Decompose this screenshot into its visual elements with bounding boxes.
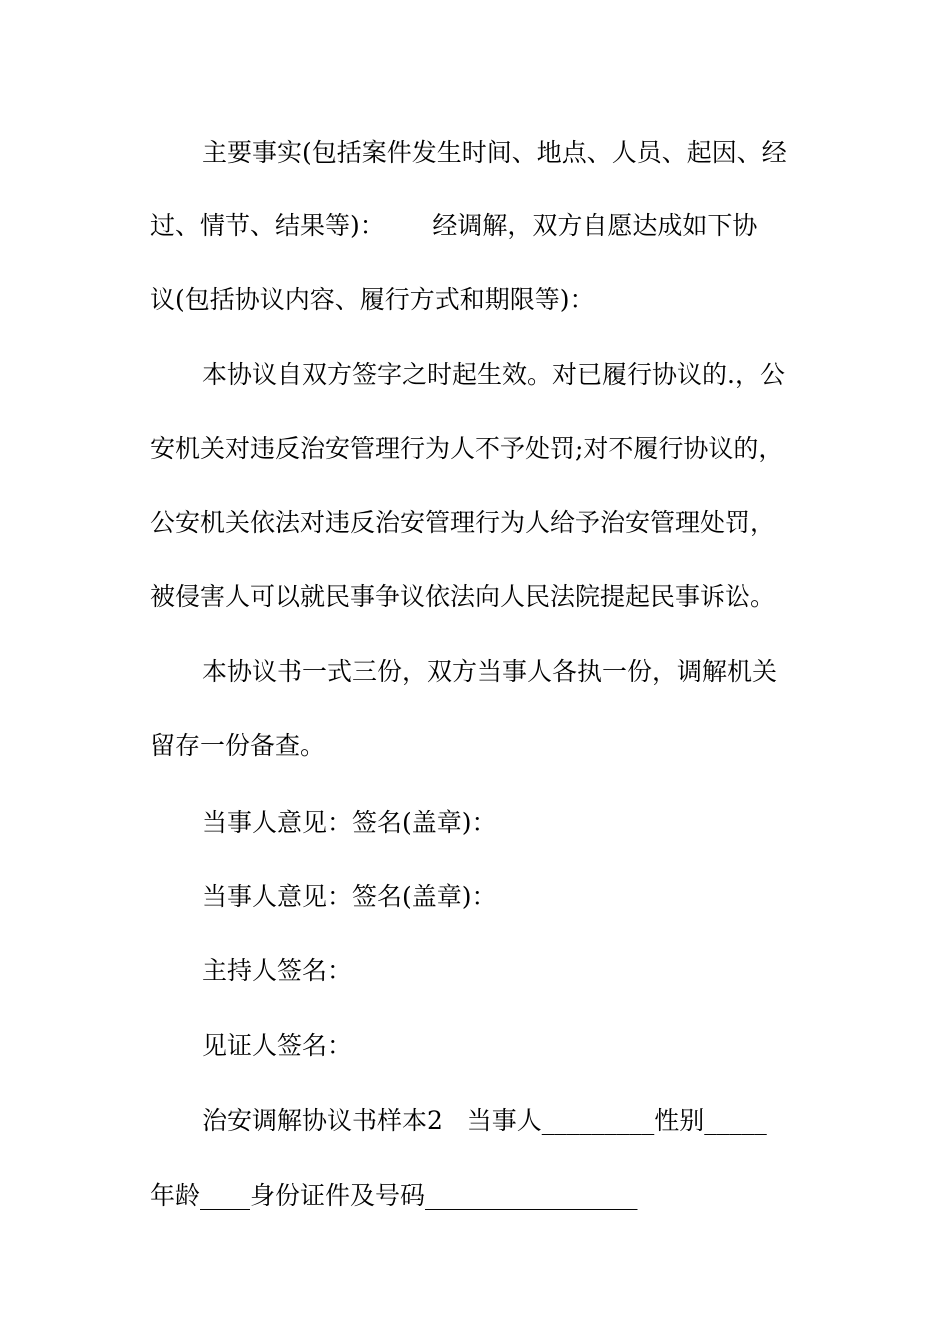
witness-signature: 见证人签名： [202, 1031, 353, 1060]
party-opinion-signature-1: 当事人意见：签名(盖章)： [202, 808, 497, 837]
paragraph-copies-line-1: 本协议书一式三份，双方当事人各执一份，调解机关 [202, 657, 778, 686]
paragraph-effect-line-1: 本协议自双方签字之时起生效。对已履行协议的.，公 [202, 360, 785, 389]
paragraph-copies-line-2: 留存一份备查。 [150, 731, 326, 760]
party-opinion-signature-2: 当事人意见：签名(盖章)： [202, 882, 497, 911]
paragraph-effect-line-2: 安机关对违反治安管理行为人不予处罚;对不履行协议的， [150, 434, 784, 463]
paragraph-effect-line-3: 公安机关依法对违反治安管理行为人给予治安管理处罚， [150, 508, 776, 537]
paragraph-facts-line-2: 过、情节、结果等)： 经调解，双方自愿达成如下协 [150, 211, 758, 240]
host-signature: 主持人签名： [202, 956, 353, 985]
sample-2-header-line: 治安调解协议书样本2 当事人_________性别_____ [202, 1106, 767, 1135]
paragraph-effect-line-4: 被侵害人可以就民事争议依法向人民法院提起民事诉讼。 [150, 582, 776, 611]
paragraph-facts-line-3: 议(包括协议内容、履行方式和期限等)： [150, 285, 595, 314]
paragraph-facts-line-1: 主要事实(包括案件发生时间、地点、人员、起因、经 [202, 138, 787, 167]
sample-2-age-id-line: 年龄____身份证件及号码_________________ [150, 1181, 638, 1210]
